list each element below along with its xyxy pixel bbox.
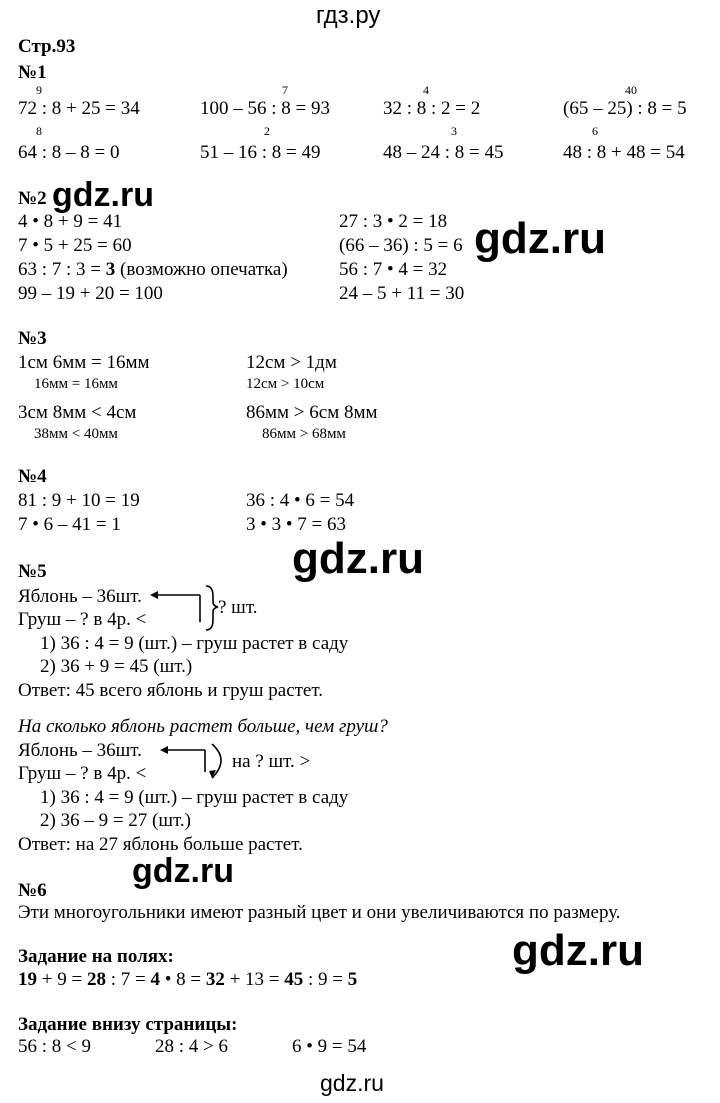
ex1-hint: 40 bbox=[625, 83, 637, 97]
ex5-apples: Яблонь – 36шт. bbox=[18, 740, 142, 761]
ex4-item: 81 : 9 + 10 = 19 bbox=[18, 490, 140, 511]
ex1-expr: 48 : 8 + 48 = 54 bbox=[563, 142, 685, 163]
bottom-task-title: Задание внизу страницы: bbox=[18, 1014, 238, 1035]
margin-task-title: Задание на полях: bbox=[18, 946, 174, 967]
ex3-sub: 38мм < 40мм bbox=[34, 426, 118, 442]
ex3-item: 12см > 1дм bbox=[246, 352, 337, 373]
ex1-hint: 6 bbox=[592, 124, 598, 138]
ex2-item: 63 : 7 : 3 = 3 (возможно опечатка) bbox=[18, 259, 288, 280]
ex2-item: 24 – 5 + 11 = 30 bbox=[339, 283, 465, 304]
ex3-title: №3 bbox=[18, 328, 47, 349]
ex3-sub: 12см > 10см bbox=[246, 376, 325, 392]
ex5-step: 1) 36 : 4 = 9 (шт.) – груш растет в саду bbox=[40, 787, 349, 808]
ex3-sub: 16мм = 16мм bbox=[34, 376, 118, 392]
ex6-title: №6 bbox=[18, 880, 47, 901]
ex1-hint: 9 bbox=[36, 83, 42, 97]
ex5-total-question: ? шт. bbox=[218, 597, 258, 618]
ex1-hint: 4 bbox=[423, 83, 429, 97]
margin-task-chain: 19 + 9 = 28 : 7 = 4 • 8 = 32 + 13 = 45 : 9 = 5 bbox=[18, 969, 358, 990]
ex3-sub: 86мм > 68мм bbox=[262, 426, 346, 442]
ex1-expr: 100 – 56 : 8 = 93 bbox=[200, 98, 330, 119]
ex5-step: 2) 36 – 9 = 27 (шт.) bbox=[40, 810, 191, 831]
ex1-expr: 64 : 8 – 8 = 0 bbox=[18, 142, 120, 163]
ex5-pears: Груш – ? в 4р. < bbox=[18, 763, 147, 784]
ex5-step: 1) 36 : 4 = 9 (шт.) – груш растет в саду bbox=[40, 633, 349, 654]
watermark: gdz.ru bbox=[52, 176, 154, 214]
ex5-answer: Ответ: 45 всего яблонь и груш растет. bbox=[18, 680, 323, 701]
ex5-step: 2) 36 + 9 = 45 (шт.) bbox=[40, 656, 193, 677]
ex2-item: 27 : 3 • 2 = 18 bbox=[339, 211, 448, 232]
ex3-item: 3см 8мм < 4см bbox=[18, 402, 137, 423]
ex2-item: 7 • 5 + 25 = 60 bbox=[18, 235, 132, 256]
ex6-text: Эти многоугольники имеют разный цвет и они увеличиваются по размеру. bbox=[18, 902, 621, 923]
page-number: Стр.93 bbox=[18, 36, 76, 57]
ex1-hint: 7 bbox=[282, 83, 288, 97]
bottom-task-item: 6 • 9 = 54 bbox=[292, 1036, 367, 1057]
watermark: gdz.ru bbox=[292, 534, 424, 583]
ex2-item: 99 – 19 + 20 = 100 bbox=[18, 283, 163, 304]
watermark-footer: gdz.ru bbox=[320, 1070, 384, 1096]
bottom-task-item: 56 : 8 < 9 bbox=[18, 1036, 91, 1057]
ex2-item: 56 : 7 • 4 = 32 bbox=[339, 259, 448, 280]
ex3-item: 86мм > 6см 8мм bbox=[246, 402, 378, 423]
watermark: gdz.ru bbox=[474, 214, 606, 263]
ex4-item: 3 • 3 • 7 = 63 bbox=[246, 514, 347, 535]
ex5-pears: Груш – ? в 4р. < bbox=[18, 609, 147, 630]
ex4-item: 36 : 4 • 6 = 54 bbox=[246, 490, 355, 511]
site-header: гдз.ру bbox=[316, 2, 381, 29]
ex2-item: 4 • 8 + 9 = 41 bbox=[18, 211, 123, 232]
ex5-apples: Яблонь – 36шт. bbox=[18, 586, 142, 607]
arrow-curve-icon bbox=[160, 740, 235, 784]
ex1-hint: 3 bbox=[451, 124, 457, 138]
ex1-hint: 2 bbox=[264, 124, 270, 138]
ex2-title: №2 bbox=[18, 188, 47, 209]
ex1-expr: 48 – 24 : 8 = 45 bbox=[383, 142, 504, 163]
watermark: gdz.ru bbox=[132, 852, 234, 890]
ex5-title: №5 bbox=[18, 561, 47, 582]
bottom-task-item: 28 : 4 > 6 bbox=[155, 1036, 228, 1057]
ex3-item: 1см 6мм = 16мм bbox=[18, 352, 150, 373]
ex5-answer: Ответ: на 27 яблонь больше растет. bbox=[18, 834, 303, 855]
ex4-title: №4 bbox=[18, 466, 47, 487]
watermark: gdz.ru bbox=[512, 926, 644, 975]
ex1-expr: 51 – 16 : 8 = 49 bbox=[200, 142, 321, 163]
ex1-expr: 32 : 8 : 2 = 2 bbox=[383, 98, 481, 119]
ex5-question: На сколько яблонь растет больше, чем груш? bbox=[18, 716, 388, 737]
arrow-left-icon bbox=[150, 584, 220, 632]
ex1-title: №1 bbox=[18, 62, 47, 83]
ex2-item: (66 – 36) : 5 = 6 bbox=[339, 235, 463, 256]
ex1-expr: 72 : 8 + 25 = 34 bbox=[18, 98, 140, 119]
ex4-item: 7 • 6 – 41 = 1 bbox=[18, 514, 121, 535]
ex1-hint: 8 bbox=[36, 124, 42, 138]
ex1-expr: (65 – 25) : 8 = 5 bbox=[563, 98, 687, 119]
ex5-diff-question: на ? шт. > bbox=[232, 751, 311, 772]
